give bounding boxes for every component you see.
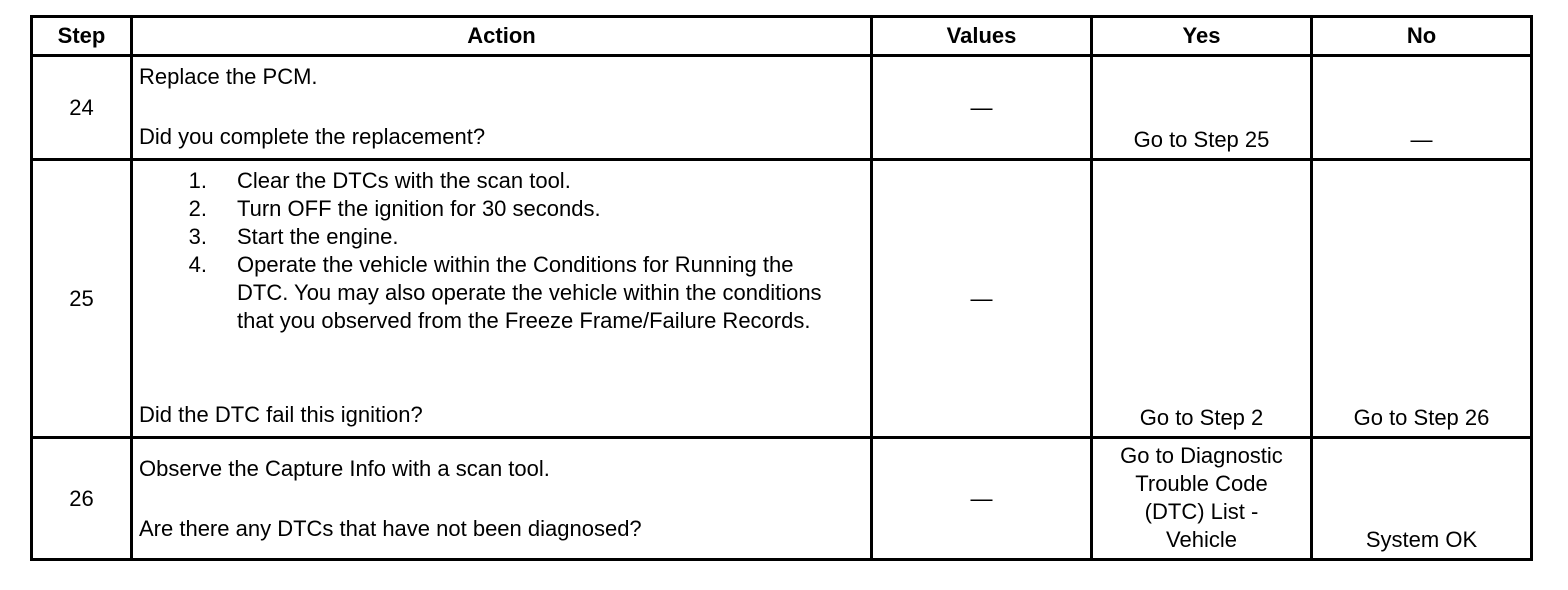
- list-item-number: 1.: [188, 168, 207, 193]
- header-yes: Yes: [1092, 17, 1312, 56]
- table-row-step-26: [32, 438, 1532, 560]
- action-question: Did you complete the replacement?: [139, 124, 486, 149]
- action-question: Are there any DTCs that have not been diagnosed?: [139, 516, 642, 541]
- action-steps-list: [139, 167, 864, 335]
- action-cell: [132, 160, 872, 438]
- table-row-step-24: [32, 56, 1532, 160]
- no-cell: Go to Step 26: [1312, 160, 1532, 438]
- no-cell: System OK: [1312, 438, 1532, 560]
- table-row-step-25: [32, 160, 1532, 438]
- header-no: No: [1312, 17, 1532, 56]
- action-intro: Replace the PCM.: [139, 64, 318, 89]
- list-item-text: Turn OFF the ignition for 30 seconds.: [237, 196, 601, 221]
- header-values: Values: [872, 17, 1092, 56]
- no-cell: —: [1312, 56, 1532, 160]
- action-intro: Observe the Capture Info with a scan tool.: [139, 456, 550, 481]
- list-item-text: Clear the DTCs with the scan tool.: [237, 168, 571, 193]
- list-item-text: Operate the vehicle within the Conditions for Running the DTC. You may also operate the vehicle within the conditions that you observed from the Freeze Frame/Failure Records.: [237, 252, 822, 333]
- header-step: Step: [32, 17, 132, 56]
- list-item: [139, 251, 864, 335]
- step-number: 26: [32, 438, 132, 560]
- action-cell: [132, 438, 872, 560]
- action-question: Did the DTC fail this ignition?: [139, 402, 423, 427]
- step-number: 25: [32, 160, 132, 438]
- list-item-text: Start the engine.: [237, 224, 399, 249]
- list-item: [139, 167, 864, 195]
- list-item-number: 3.: [188, 224, 207, 249]
- step-number: 24: [32, 56, 132, 160]
- list-item: [139, 195, 864, 223]
- values-cell: —: [872, 56, 1092, 160]
- yes-cell: Go to Step 25: [1092, 56, 1312, 160]
- action-cell: [132, 56, 872, 160]
- diagnostic-table: [30, 15, 1533, 561]
- yes-cell: Go to Step 2: [1092, 160, 1312, 438]
- header-action: Action: [132, 17, 872, 56]
- list-item: [139, 223, 864, 251]
- header-row: [32, 17, 1532, 56]
- list-item-number: 2.: [188, 196, 207, 221]
- yes-cell: Go to Diagnostic Trouble Code (DTC) List - Vehicle: [1092, 438, 1312, 560]
- values-cell: —: [872, 160, 1092, 438]
- values-cell: —: [872, 438, 1092, 560]
- list-item-number: 4.: [188, 252, 207, 277]
